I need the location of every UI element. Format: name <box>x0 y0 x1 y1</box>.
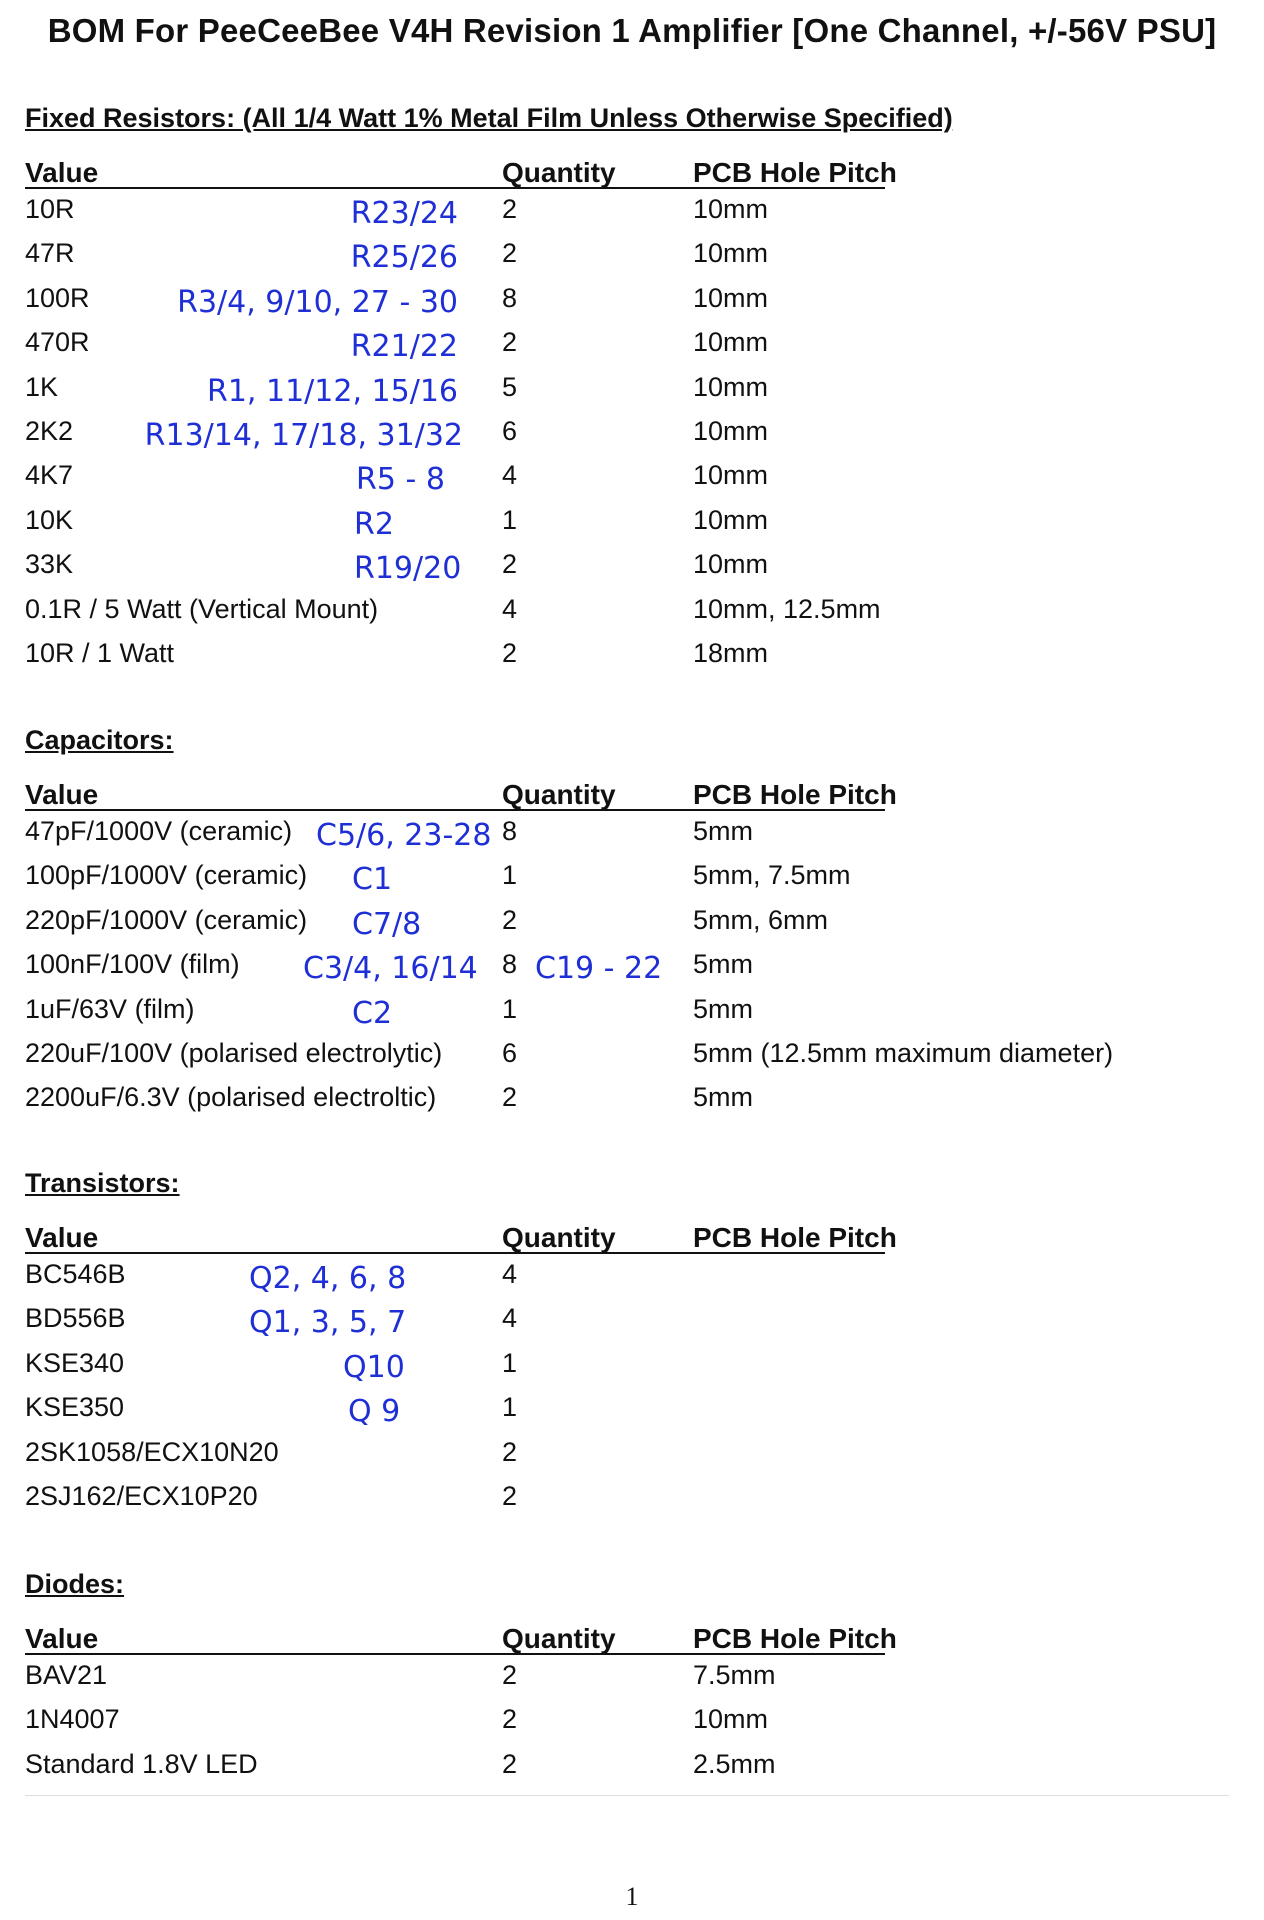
component-value: 1K <box>25 371 59 402</box>
component-quantity: 4 <box>502 460 518 491</box>
table-row <box>0 192 1264 236</box>
pcb-hole-pitch: 10mm <box>693 238 769 269</box>
handwritten-reference: Q1, 3, 5, 7 <box>249 1305 407 1341</box>
table-body <box>0 814 1264 1125</box>
handwritten-reference: R3/4, 9/10, 27 - 30 <box>177 284 458 320</box>
component-value: 100nF/100V (film) <box>25 949 240 980</box>
header-pitch: PCB Hole Pitch <box>693 779 897 810</box>
handwritten-reference: C3/4, 16/14 <box>303 951 478 987</box>
header-quantity: Quantity <box>502 1222 616 1253</box>
pcb-hole-pitch: 5mm <box>693 816 753 846</box>
header-value: Value <box>25 779 99 810</box>
pcb-hole-pitch: 10mm <box>693 1704 769 1735</box>
component-value: 10K <box>25 504 74 535</box>
table-body <box>0 1658 1264 1791</box>
pcb-hole-pitch: 10mm <box>693 371 769 402</box>
component-quantity: 2 <box>502 1436 518 1467</box>
component-value: 33K <box>25 549 74 580</box>
component-quantity: 2 <box>502 549 518 580</box>
column-header-row <box>25 1212 897 1254</box>
pcb-hole-pitch: 10mm <box>693 194 769 224</box>
component-quantity: 6 <box>502 1037 518 1068</box>
table-row <box>0 814 1264 858</box>
component-value: 47R <box>25 238 75 269</box>
document-title: BOM For PeeCeeBee V4H Revision 1 Amplifier [One Channel, +/-56V PSU] <box>47 12 1217 49</box>
header-value: Value <box>25 1623 99 1654</box>
pcb-hole-pitch: 10mm, 12.5mm <box>693 593 881 624</box>
handwritten-reference: R1, 11/12, 15/16 <box>207 373 458 409</box>
header-value: Value <box>25 157 99 188</box>
table-row <box>0 1301 1264 1345</box>
table-row <box>0 458 1264 502</box>
section-title: Transistors: <box>25 1168 180 1198</box>
component-quantity: 2 <box>502 1704 518 1735</box>
pcb-hole-pitch: 5mm, 6mm <box>693 904 828 935</box>
component-value: 100R <box>25 282 90 313</box>
handwritten-reference: R13/14, 17/18, 31/32 <box>144 417 463 453</box>
table-row <box>0 992 1264 1036</box>
section-title: Diodes: <box>25 1569 125 1599</box>
component-quantity: 2 <box>502 327 518 358</box>
table-row <box>0 1346 1264 1390</box>
component-value: 10R / 1 Watt <box>25 637 175 668</box>
component-quantity: 1 <box>502 860 518 891</box>
component-quantity: 2 <box>502 1748 518 1779</box>
table-row <box>0 1702 1264 1746</box>
component-quantity: 2 <box>502 238 518 269</box>
table-row <box>0 236 1264 280</box>
component-quantity: 4 <box>502 593 518 624</box>
component-quantity: 8 <box>502 949 518 980</box>
header-quantity: Quantity <box>502 1623 616 1654</box>
table-row <box>0 1257 1264 1301</box>
handwritten-reference: R2 <box>354 506 394 542</box>
table-row <box>0 414 1264 458</box>
component-quantity: 2 <box>502 194 518 224</box>
component-value: 100pF/1000V (ceramic) <box>25 860 308 891</box>
handwritten-reference: R19/20 <box>354 551 462 587</box>
component-value: 2200uF/6.3V (polarised electroltic) <box>25 1082 437 1113</box>
header-pitch: PCB Hole Pitch <box>693 1623 897 1654</box>
component-quantity: 1 <box>502 1347 518 1378</box>
table-row <box>0 947 1264 991</box>
header-quantity: Quantity <box>502 779 616 810</box>
column-header-row <box>25 147 897 189</box>
component-value: 220uF/100V (polarised electrolytic) <box>25 1037 443 1068</box>
component-quantity: 6 <box>502 415 518 446</box>
pcb-hole-pitch: 5mm (12.5mm maximum diameter) <box>693 1037 1114 1068</box>
pcb-hole-pitch: 7.5mm <box>693 1660 776 1690</box>
component-value: Standard 1.8V LED <box>25 1748 258 1779</box>
table-row <box>0 903 1264 947</box>
component-quantity: 4 <box>502 1259 518 1289</box>
pcb-hole-pitch: 10mm <box>693 460 769 491</box>
component-value: 220pF/1000V (ceramic) <box>25 904 308 935</box>
handwritten-reference: R25/26 <box>350 240 458 276</box>
handwritten-reference: Q 9 <box>348 1394 401 1430</box>
pcb-hole-pitch: 5mm <box>693 993 753 1024</box>
handwritten-reference: C7/8 <box>352 906 422 942</box>
component-value: 4K7 <box>25 460 74 491</box>
table-row <box>0 547 1264 591</box>
table-row <box>0 325 1264 369</box>
handwritten-reference: C2 <box>352 995 393 1031</box>
component-value: BAV21 <box>25 1660 108 1690</box>
pcb-hole-pitch: 10mm <box>693 327 769 358</box>
handwritten-reference: C1 <box>352 862 393 898</box>
component-value: 2SK1058/ECX10N20 <box>25 1436 279 1467</box>
component-value: 2SJ162/ECX10P20 <box>25 1480 258 1511</box>
table-row <box>0 1390 1264 1434</box>
handwritten-reference: Q10 <box>343 1349 405 1385</box>
table-row <box>0 858 1264 902</box>
table-row <box>0 1080 1264 1124</box>
table-row <box>0 370 1264 414</box>
component-quantity: 8 <box>502 282 518 313</box>
component-value: 10R <box>25 194 75 224</box>
component-value: KSE340 <box>25 1347 125 1378</box>
table-row <box>0 1435 1264 1479</box>
component-value: KSE350 <box>25 1392 125 1423</box>
handwritten-reference: R5 - 8 <box>356 462 445 498</box>
handwritten-reference: C5/6, 23-28 <box>316 818 492 853</box>
table-row <box>0 1036 1264 1080</box>
pcb-hole-pitch: 5mm <box>693 949 753 980</box>
pcb-hole-pitch: 2.5mm <box>693 1748 776 1779</box>
table-row <box>0 503 1264 547</box>
column-header-row <box>25 769 897 811</box>
component-value: 2K2 <box>25 415 74 446</box>
component-quantity: 4 <box>502 1303 518 1334</box>
table-row <box>0 636 1264 680</box>
pcb-hole-pitch: 5mm <box>693 1082 753 1113</box>
component-quantity: 1 <box>502 1392 518 1423</box>
component-quantity: 2 <box>502 637 518 668</box>
handwritten-reference: R21/22 <box>350 329 458 365</box>
page-number: 1 <box>625 1882 639 1911</box>
table-row <box>0 592 1264 636</box>
table-row <box>0 1747 1264 1791</box>
component-value: 47pF/1000V (ceramic) <box>25 816 293 846</box>
table-row <box>0 1479 1264 1523</box>
column-header-row <box>25 1613 897 1655</box>
handwritten-reference: R23/24 <box>350 196 458 231</box>
header-quantity: Quantity <box>502 157 616 188</box>
component-quantity: 8 <box>502 816 518 846</box>
component-quantity: 1 <box>502 504 518 535</box>
pcb-hole-pitch: 10mm <box>693 504 769 535</box>
section-title: Fixed Resistors: (All 1/4 Watt 1% Metal Film Unless Otherwise Specified) <box>25 103 953 133</box>
header-pitch: PCB Hole Pitch <box>693 157 897 188</box>
component-quantity: 1 <box>502 993 518 1024</box>
component-value: 1uF/63V (film) <box>25 993 195 1024</box>
component-value: 0.1R / 5 Watt (Vertical Mount) <box>25 593 379 624</box>
table-row <box>0 281 1264 325</box>
header-pitch: PCB Hole Pitch <box>693 1222 897 1253</box>
component-quantity: 2 <box>502 1082 518 1113</box>
component-quantity: 2 <box>502 1660 518 1690</box>
pcb-hole-pitch: 5mm, 7.5mm <box>693 860 851 891</box>
component-quantity: 5 <box>502 371 518 402</box>
header-value: Value <box>25 1222 99 1253</box>
pcb-hole-pitch: 10mm <box>693 282 769 313</box>
table-row <box>0 1658 1264 1702</box>
table-body <box>0 1257 1264 1523</box>
handwritten-reference: Q2, 4, 6, 8 <box>249 1261 407 1296</box>
component-value: 1N4007 <box>25 1704 120 1735</box>
section-title: Capacitors: <box>25 725 174 755</box>
component-value: BD556B <box>25 1303 126 1334</box>
pcb-hole-pitch: 10mm <box>693 415 769 446</box>
component-value: BC546B <box>25 1259 126 1289</box>
table-body <box>0 192 1264 680</box>
pcb-hole-pitch: 18mm <box>693 637 769 668</box>
component-quantity: 2 <box>502 1480 518 1511</box>
pcb-hole-pitch: 10mm <box>693 549 769 580</box>
component-value: 470R <box>25 327 90 358</box>
component-quantity: 2 <box>502 904 518 935</box>
handwritten-reference-extra: C19 - 22 <box>535 951 663 987</box>
footer-divider <box>25 1795 1229 1796</box>
